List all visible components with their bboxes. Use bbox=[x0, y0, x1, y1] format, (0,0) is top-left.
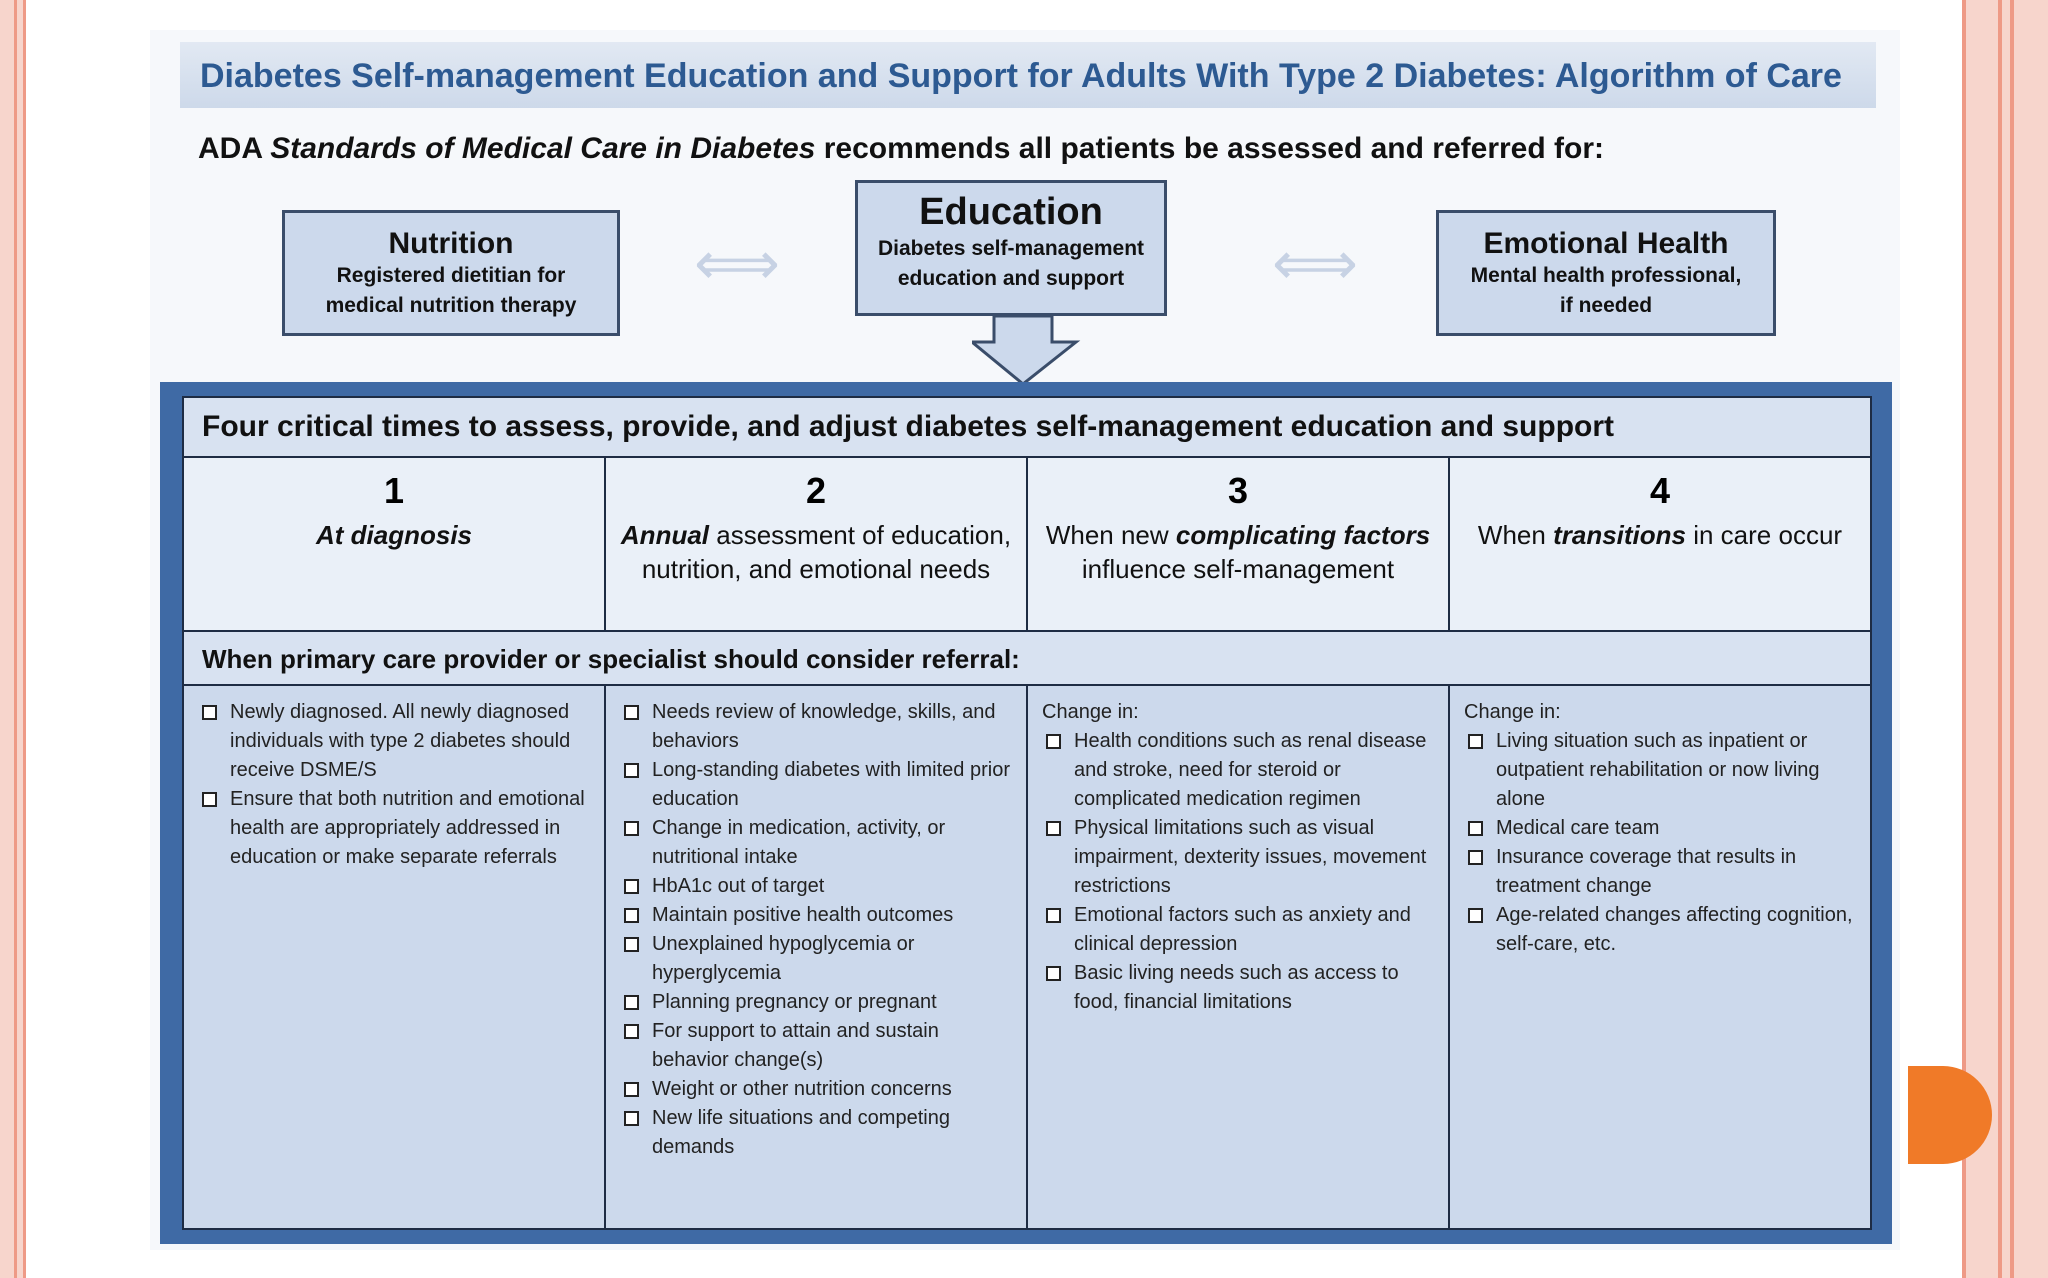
checkbox-item: Weight or other nutrition concerns bbox=[620, 1075, 1016, 1104]
double-arrow-icon: ⟺ bbox=[1272, 230, 1359, 297]
emotional-health-box: Emotional Health Mental health professional, if needed bbox=[1436, 210, 1776, 336]
algorithm-figure bbox=[150, 30, 1900, 1250]
four-times-header: Four critical times to assess, provide, and adjust diabetes self-management education and support bbox=[184, 398, 1870, 458]
change-in-label: Change in: bbox=[1042, 701, 1139, 723]
checkbox-item: Emotional factors such as anxiety and clinical depression bbox=[1042, 901, 1438, 959]
checkbox-item: Medical care team bbox=[1464, 814, 1860, 843]
checkbox-item: Ensure that both nutrition and emotional health are appropriately addressed in education or make separate referrals bbox=[198, 785, 594, 872]
time-cell-4: 4 When transitions in care occur bbox=[1450, 458, 1870, 630]
referral-list-1 bbox=[184, 686, 606, 1230]
checkbox-item: Newly diagnosed. All newly diagnosed individuals with type 2 diabetes should receive DSME/S bbox=[198, 698, 594, 785]
down-arrow-icon bbox=[972, 314, 1082, 386]
education-heading: Education bbox=[919, 191, 1103, 233]
referral-list-4 bbox=[1450, 686, 1870, 1230]
checkbox-item: Needs review of knowledge, skills, and behaviors bbox=[620, 698, 1016, 756]
referral-list-3 bbox=[1028, 686, 1450, 1230]
checkbox-item: Planning pregnancy or pregnant bbox=[620, 988, 1016, 1017]
subtitle: ADA Standards of Medical Care in Diabetes recommends all patients be assessed and referred for: bbox=[198, 132, 1605, 165]
checkbox-item: Change in medication, activity, or nutritional intake bbox=[620, 814, 1016, 872]
slide-left-line bbox=[14, 0, 17, 1278]
checkbox-item: Health conditions such as renal disease and stroke, need for steroid or complicated medication regimen bbox=[1042, 727, 1438, 814]
checkbox-item: Insurance coverage that results in treatment change bbox=[1464, 843, 1860, 901]
emotional-heading: Emotional Health bbox=[1483, 227, 1729, 260]
checkbox-item: Physical limitations such as visual impairment, dexterity issues, movement restrictions bbox=[1042, 814, 1438, 901]
time-cell-3: 3 When new complicating factors influence self-management bbox=[1028, 458, 1450, 630]
assessment-frame bbox=[160, 382, 1892, 1244]
change-in-label: Change in: bbox=[1464, 701, 1561, 723]
checkbox-item: Long-standing diabetes with limited prior education bbox=[620, 756, 1016, 814]
nutrition-box: Nutrition Registered dietitian for medical nutrition therapy bbox=[282, 210, 620, 336]
checkbox-item: HbA1c out of target bbox=[620, 872, 1016, 901]
nutrition-heading: Nutrition bbox=[388, 227, 514, 260]
checkbox-item: Basic living needs such as access to food, financial limitations bbox=[1042, 959, 1438, 1017]
checkbox-item: Unexplained hypoglycemia or hyperglycemia bbox=[620, 930, 1016, 988]
checkbox-item: For support to attain and sustain behavior change(s) bbox=[620, 1017, 1016, 1075]
figure-title: Diabetes Self-management Education and Support for Adults With Type 2 Diabetes: Algorithm of Care bbox=[200, 57, 1842, 95]
time-cell-1: 1 At diagnosis bbox=[184, 458, 606, 630]
assessment-table bbox=[182, 396, 1872, 1230]
referral-header: When primary care provider or specialist should consider referral: bbox=[184, 630, 1870, 686]
title-bar bbox=[180, 42, 1876, 108]
checkbox-item: New life situations and competing demands bbox=[620, 1104, 1016, 1162]
slide-left-border bbox=[0, 0, 26, 1278]
double-arrow-icon: ⟺ bbox=[694, 230, 781, 297]
checkbox-item: Living situation such as inpatient or outpatient rehabilitation or now living alone bbox=[1464, 727, 1860, 814]
checkbox-item: Age-related changes affecting cognition, self-care, etc. bbox=[1464, 901, 1860, 959]
education-box: Education Diabetes self-management education and support bbox=[855, 180, 1167, 316]
time-cell-2: 2 Annual assessment of education, nutrition, and emotional needs bbox=[606, 458, 1028, 630]
checkbox-item: Maintain positive health outcomes bbox=[620, 901, 1016, 930]
referral-list-2 bbox=[606, 686, 1028, 1230]
